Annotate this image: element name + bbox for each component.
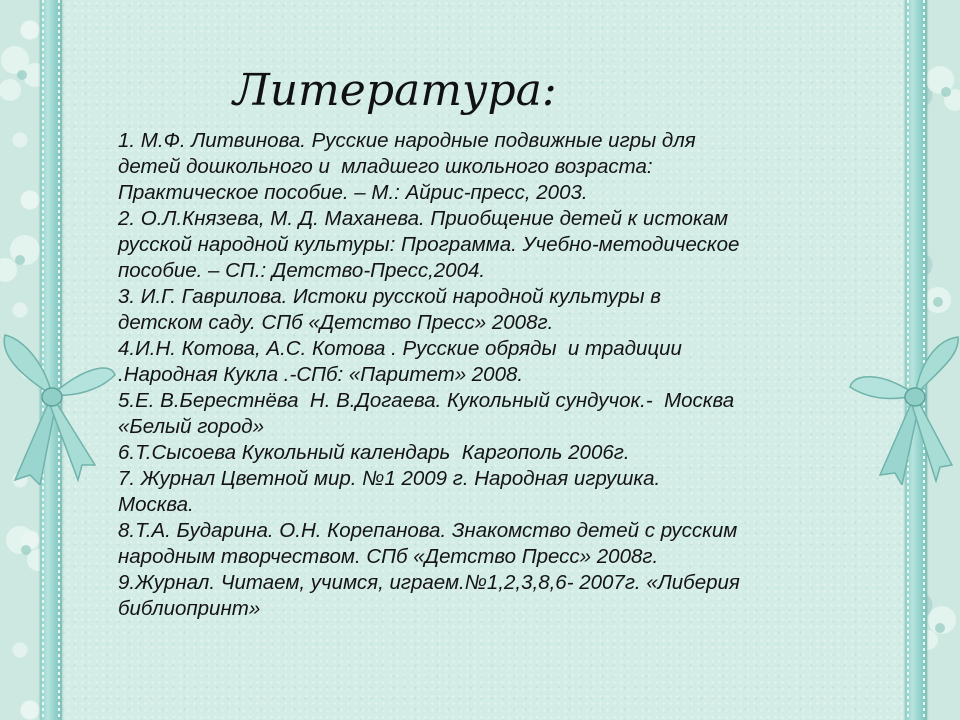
reference-line: «Белый город»	[118, 415, 265, 438]
reference-line: библиопринт»	[118, 597, 261, 620]
reference-line: 7. Журнал Цветной мир. №1 2009 г. Народная игрушка.	[118, 467, 661, 490]
reference-line: Москва.	[118, 493, 194, 516]
reference-line: 6.Т.Сысоева Кукольный календарь Каргополь 2006г.	[118, 441, 630, 464]
reference-line: .Народная Кукла .-СПб: «Паритет» 2008.	[118, 363, 524, 386]
reference-line: 5.Е. В.Берестнёва Н. В.Догаева. Кукольный сундучок.- Москва	[118, 389, 735, 412]
reference-line: народным творчеством. СПб «Детство Пресс» 2008г.	[118, 545, 659, 568]
reference-line: детей дошкольного и младшего школьного возраста:	[118, 155, 653, 178]
reference-line: 9.Журнал. Читаем, учимся, играем.№1,2,3,8,6- 2007г. «Либерия	[118, 571, 740, 594]
reference-list	[118, 128, 878, 622]
reference-line: детском саду. СПб «Детство Пресс» 2008г.	[118, 311, 554, 334]
reference-line: пособие. – СП.: Детство-Пресс,2004.	[118, 259, 486, 282]
slide-content	[118, 62, 878, 622]
page-title: Литература:	[233, 65, 557, 116]
reference-line: Практическое пособие. – М.: Айрис-пресс, 2003.	[118, 181, 588, 204]
reference-line: 8.Т.А. Бударина. О.Н. Корепанова. Знакомство детей с русским	[118, 519, 738, 542]
reference-line: русской народной культуры: Программа. Учебно-методическое	[118, 233, 740, 256]
reference-line: 1. М.Ф. Литвинова. Русские народные подвижные игры для	[118, 129, 696, 152]
reference-line: 2. О.Л.Князева, М. Д. Маханева. Приобщение детей к истокам	[118, 207, 729, 230]
bow-left-icon	[0, 315, 120, 485]
reference-line: 4.И.Н. Котова, А.С. Котова . Русские обряды и традиции	[118, 337, 682, 360]
reference-line: 3. И.Г. Гаврилова. Истоки русской народной культуры в	[118, 285, 661, 308]
